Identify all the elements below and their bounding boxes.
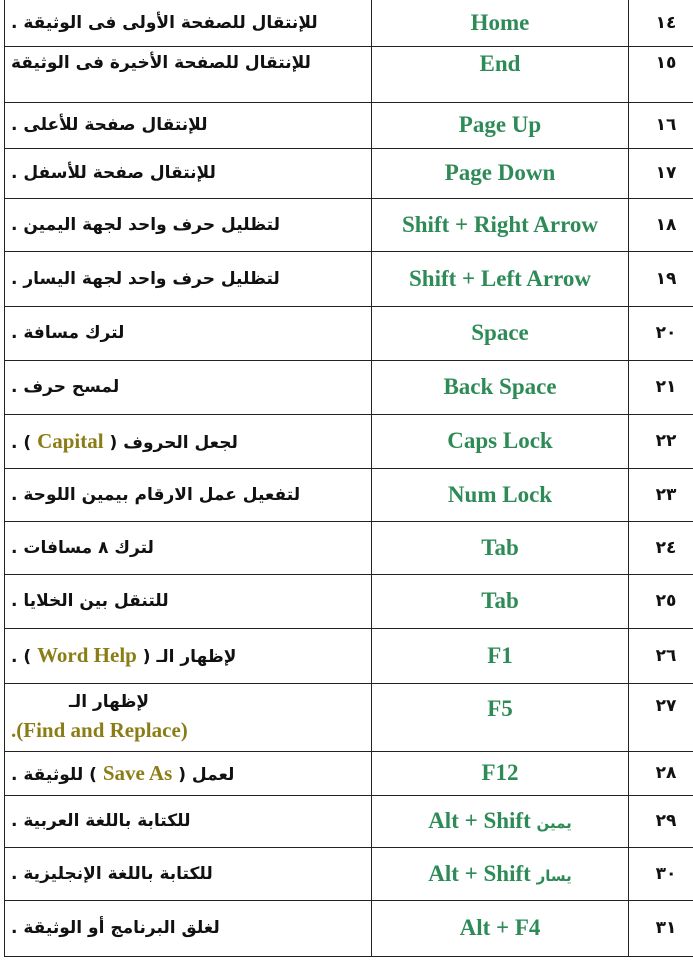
row-number: ٢٩ [629, 795, 693, 847]
shortcut-combo: Alt + Shift [428, 860, 531, 886]
row-description: للكتابة باللغة الإنجليزية . [5, 847, 372, 900]
row-shortcut-key: F5 [372, 683, 629, 751]
row-number: ١٥ [629, 46, 693, 102]
highlighted-term: Word Help [37, 643, 137, 667]
row-shortcut-key: Home [372, 0, 629, 46]
table-row [5, 683, 693, 751]
description-text: لإظهار الـ ( [142, 647, 237, 667]
row-shortcut-key: Page Up [372, 102, 629, 148]
side-indicator: يسار [536, 866, 572, 885]
row-number: ١٧ [629, 148, 693, 198]
table-row [5, 198, 693, 251]
row-number: ٢٣ [629, 468, 693, 521]
row-number: ٣١ [629, 900, 693, 956]
shortcut-combo: Alt + Shift [428, 808, 531, 833]
shortcut-table [4, 0, 693, 957]
row-shortcut-key: Caps Lock [372, 414, 629, 468]
row-number: ٣٠ [629, 847, 693, 900]
row-description: للإنتقال صفحة للأعلى . [5, 102, 372, 148]
row-number: ٢٥ [629, 574, 693, 628]
row-number: ٢٢ [629, 414, 693, 468]
side-indicator: يمين [536, 814, 572, 832]
description-text: لجعل الحروف ( [109, 432, 238, 453]
row-description [5, 628, 372, 683]
description-tail: ) . [11, 432, 32, 453]
row-number: ٢٦ [629, 628, 693, 683]
row-description: للإنتقال للصفحة الأخيرة فى الوثيقة [5, 46, 372, 102]
table-row [5, 0, 693, 46]
row-shortcut-key: Shift + Left Arrow [372, 251, 629, 306]
row-description: لترك ٨ مسافات . [5, 521, 372, 574]
table-row [5, 628, 693, 683]
table-row [5, 847, 693, 900]
table-row [5, 900, 693, 956]
description-line-2: .(Find and Replace) [11, 717, 188, 742]
table-row [5, 102, 693, 148]
row-number: ٢٤ [629, 521, 693, 574]
row-description [5, 414, 372, 468]
row-number: ٢١ [629, 360, 693, 414]
row-description: للتنقل بين الخلايا . [5, 574, 372, 628]
row-description: لترك مسافة . [5, 306, 372, 360]
row-description: للإنتقال للصفحة الأولى فى الوثيقة . [5, 0, 372, 46]
row-shortcut-key: Shift + Right Arrow [372, 198, 629, 251]
row-number: ٢٨ [629, 751, 693, 795]
row-shortcut-key: Num Lock [372, 468, 629, 521]
row-description: للإنتقال صفحة للأسفل . [5, 148, 372, 198]
table-row [5, 306, 693, 360]
row-shortcut-key: Page Down [372, 148, 629, 198]
row-shortcut-key: Alt + F4 [372, 900, 629, 956]
table-row [5, 414, 693, 468]
highlighted-term: Capital [37, 428, 104, 453]
table-row [5, 574, 693, 628]
row-shortcut-key: Tab [372, 521, 629, 574]
row-number: ١٩ [629, 251, 693, 306]
row-description: لتظليل حرف واحد لجهة اليمين . [5, 198, 372, 251]
row-number: ١٦ [629, 102, 693, 148]
table-row [5, 46, 693, 102]
row-description: للكتابة باللغة العربية . [5, 795, 372, 847]
row-number: ١٤ [629, 0, 693, 46]
row-shortcut-key: Back Space [372, 360, 629, 414]
row-shortcut-key: End [372, 46, 629, 102]
table-row [5, 468, 693, 521]
row-shortcut-key: F12 [372, 751, 629, 795]
row-description [5, 683, 372, 751]
row-number: ١٨ [629, 198, 693, 251]
table-row [5, 251, 693, 306]
row-shortcut-key: F1 [372, 628, 629, 683]
row-shortcut-key: Tab [372, 574, 629, 628]
table-row [5, 751, 693, 795]
row-description [5, 751, 372, 795]
highlighted-term: Save As [102, 760, 173, 785]
row-description: لتظليل حرف واحد لجهة اليسار . [5, 251, 372, 306]
description-tail: ) للوثيقة . [11, 764, 97, 785]
table-row [5, 360, 693, 414]
row-description: لغلق البرنامج أو الوثيقة . [5, 900, 372, 956]
table-row [5, 521, 693, 574]
row-number: ٢٧ [629, 683, 693, 751]
row-number: ٢٠ [629, 306, 693, 360]
table-row [5, 795, 693, 847]
description-line-1: لإظهار الـ [69, 691, 150, 712]
table-row [5, 148, 693, 198]
row-shortcut-key [372, 847, 629, 900]
row-shortcut-key [372, 795, 629, 847]
row-description: لتفعيل عمل الارقام بيمين اللوحة . [5, 468, 372, 521]
description-text: لعمل ( [178, 764, 235, 785]
description-tail: ) . [11, 647, 32, 667]
row-description: لمسح حرف . [5, 360, 372, 414]
row-shortcut-key: Space [372, 306, 629, 360]
